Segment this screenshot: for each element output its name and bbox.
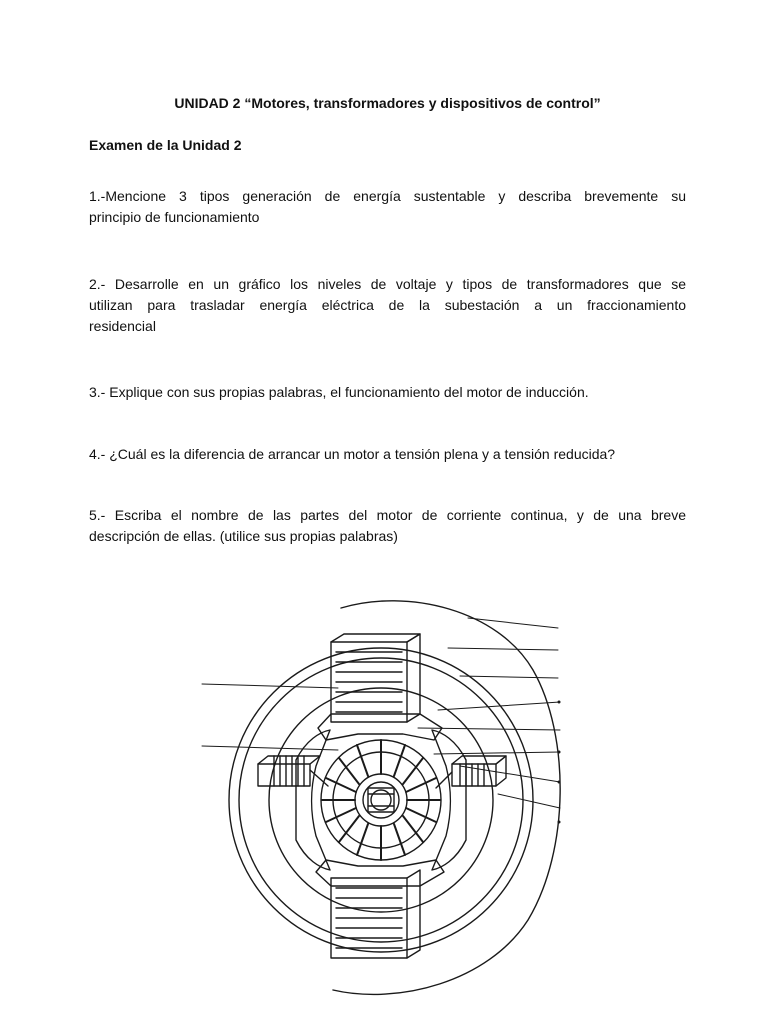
question-1-line-1: 1.-Mencione 3 tipos generación de energía sustentable y describa brevemente su (89, 188, 686, 204)
question-2-line-1: 2.- Desarrolle en un gráfico los niveles de voltaje y tipos de transformadores que se (89, 276, 686, 292)
question-3 (89, 382, 686, 403)
question-5 (89, 505, 686, 547)
question-1 (89, 186, 686, 228)
lower-field-pole (316, 860, 444, 958)
question-5-line-1: 5.- Escriba el nombre de las partes del motor de corriente continua, y de una breve (89, 507, 686, 523)
page-title: UNIDAD 2 “Motores, transformadores y dispositivos de control” (174, 95, 601, 111)
question-4 (89, 444, 686, 465)
armature (321, 740, 441, 860)
dc-motor-diagram (198, 590, 565, 1000)
leader-lines (202, 618, 560, 823)
question-5-line-2: descripción de ellas. (utilice sus propias palabras) (89, 528, 398, 544)
question-1-line-2: principio de funcionamiento (89, 209, 260, 225)
question-3-line-1: 3.- Explique con sus propias palabras, el funcionamiento del motor de inducción. (89, 384, 589, 400)
upper-field-pole (318, 634, 442, 740)
exam-heading: Examen de la Unidad 2 (89, 137, 242, 153)
question-4-line-1: 4.- ¿Cuál es la diferencia de arrancar un motor a tensión plena y a tensión reducida? (89, 446, 616, 462)
question-2-line-3: residencial (89, 318, 156, 334)
question-2-line-2: utilizan para trasladar energía eléctrica de la subestación a un fraccionamiento (89, 297, 686, 313)
question-2 (89, 274, 686, 337)
